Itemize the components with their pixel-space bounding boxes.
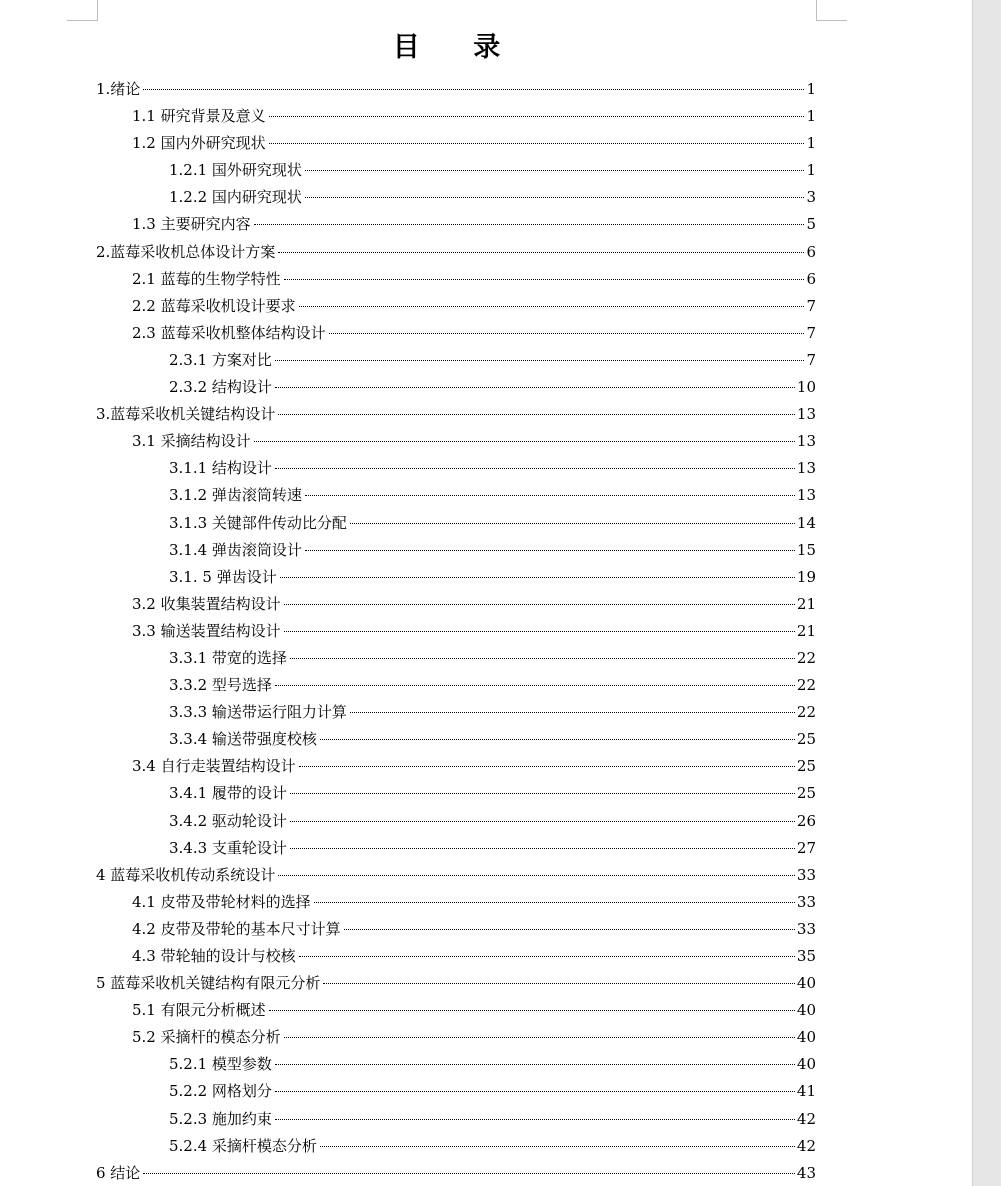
toc-dot-leader [284, 279, 804, 280]
toc-entry[interactable] [96, 184, 816, 211]
toc-dot-leader [350, 712, 795, 713]
toc-entry-page-number: 40 [796, 1055, 816, 1074]
toc-dot-leader [275, 1091, 795, 1092]
toc-entry-page-number: 26 [796, 811, 816, 830]
toc-entry-title: 1.绪论 [96, 80, 141, 98]
toc-entry-page-number: 1 [806, 80, 816, 98]
toc-entry-page-number: 5 [806, 215, 816, 234]
toc-entry-title: 3.蓝莓采收机关键结构设计 [96, 405, 276, 424]
toc-entry-title: 2.3.2 结构设计 [169, 378, 272, 397]
toc-entry[interactable] [96, 157, 816, 184]
toc-title: 目 录 [392, 32, 523, 63]
toc-dot-leader [305, 550, 795, 551]
toc-entry-title: 1.1 研究背景及意义 [132, 107, 266, 126]
toc-entry[interactable] [96, 889, 816, 916]
toc-dot-leader [284, 1037, 795, 1038]
toc-entry-page-number: 40 [796, 974, 816, 993]
toc-dot-leader [284, 631, 795, 632]
toc-entry-page-number: 22 [796, 703, 816, 722]
toc-entry-title: 3.1.4 弹齿滚筒设计 [169, 540, 302, 559]
toc-dot-leader [290, 821, 795, 822]
toc-dot-leader [284, 604, 795, 605]
toc-entry-page-number: 42 [796, 1109, 816, 1128]
toc-dot-leader [320, 1146, 795, 1147]
toc-entry[interactable] [96, 645, 816, 672]
toc-entry-page-number: 22 [796, 648, 816, 667]
toc-dot-leader [323, 983, 795, 984]
toc-entry-page-number: 40 [796, 1028, 816, 1047]
toc-entry-title: 1.2.2 国内研究现状 [169, 188, 302, 207]
toc-dot-leader [280, 577, 795, 578]
toc-entry-title: 3.3.2 型号选择 [169, 676, 272, 695]
toc-entry[interactable] [96, 347, 816, 374]
toc-entry-page-number: 19 [796, 567, 816, 586]
toc-dot-leader [299, 766, 795, 767]
toc-entry-title: 5.2.3 施加约束 [169, 1109, 272, 1128]
toc-dot-leader [290, 658, 795, 659]
toc-entry-title: 2.蓝莓采收机总体设计方案 [96, 242, 276, 261]
toc-entry[interactable] [96, 1106, 816, 1133]
toc-entry-title: 6 结论 [96, 1163, 141, 1182]
toc-entry-page-number: 6 [806, 242, 816, 261]
toc-entry-title: 3.3.3 输送带运行阻力计算 [169, 703, 347, 722]
toc-entry[interactable] [96, 916, 816, 943]
toc-dot-leader [305, 495, 795, 496]
toc-entry-page-number: 14 [796, 513, 816, 532]
toc-entry[interactable] [96, 591, 816, 618]
toc-dot-leader [269, 1010, 795, 1011]
toc-dot-leader [275, 1119, 795, 1120]
toc-entry-page-number: 7 [806, 296, 816, 315]
toc-dot-leader [278, 252, 804, 253]
toc-entry[interactable] [96, 1133, 816, 1160]
toc-dot-leader [350, 523, 795, 524]
toc-entry[interactable] [96, 997, 816, 1024]
toc-entry-title: 3.1. 5 弹齿设计 [169, 567, 277, 586]
toc-entry-page-number: 13 [796, 432, 816, 451]
toc-dot-leader [254, 224, 804, 225]
toc-entry[interactable] [96, 699, 816, 726]
toc-dot-leader [329, 333, 804, 334]
toc-entry[interactable] [96, 564, 816, 591]
toc-entry[interactable] [96, 862, 816, 889]
toc-entry-title: 5.2.4 采摘杆模态分析 [169, 1136, 317, 1155]
page-corner-mark-top-right [816, 0, 847, 21]
toc-entry-title: 3.2 收集装置结构设计 [132, 594, 281, 613]
toc-entry-page-number: 33 [796, 919, 816, 938]
toc-entry-page-number: 1 [806, 161, 816, 180]
toc-entry-page-number: 7 [806, 323, 816, 342]
toc-dot-leader [290, 793, 795, 794]
toc-entry-title: 5.2.1 模型参数 [169, 1055, 272, 1074]
toc-entry-page-number: 21 [796, 594, 816, 613]
toc-entry-page-number: 43 [796, 1163, 816, 1182]
toc-entry[interactable] [96, 753, 816, 780]
toc-entry[interactable] [96, 455, 816, 482]
toc-dot-leader [299, 956, 795, 957]
toc-entry[interactable] [96, 428, 816, 455]
toc-entry-title: 5.2 采摘杆的模态分析 [132, 1028, 281, 1047]
toc-dot-leader [269, 143, 804, 144]
toc-entry[interactable] [96, 1051, 816, 1078]
toc-entry-title: 2.3 蓝莓采收机整体结构设计 [132, 323, 326, 342]
toc-entry[interactable] [96, 1160, 816, 1186]
toc-entry[interactable] [96, 266, 816, 293]
toc-entry-title: 2.3.1 方案对比 [169, 350, 272, 369]
toc-entry-page-number: 40 [796, 1001, 816, 1020]
toc-entry-title: 2.2 蓝莓采收机设计要求 [132, 296, 296, 315]
toc-entry-title: 4 蓝莓采收机传动系统设计 [96, 865, 276, 884]
toc-entry[interactable] [96, 1024, 816, 1051]
toc-entry-title: 4.1 皮带及带轮材料的选择 [132, 892, 311, 911]
toc-dot-leader [143, 1173, 795, 1174]
toc-entry-title: 3.4.3 支重轮设计 [169, 838, 287, 857]
toc-entry-title: 3.3 输送装置结构设计 [132, 621, 281, 640]
toc-entry-page-number: 25 [796, 784, 816, 803]
toc-entry-title: 4.3 带轮轴的设计与校核 [132, 947, 296, 965]
toc-entry[interactable] [96, 672, 816, 699]
toc-dot-leader [269, 116, 804, 117]
toc-entry-page-number: 1 [806, 134, 816, 153]
toc-entry-title: 2.1 蓝莓的生物学特性 [132, 269, 281, 288]
toc-entry-page-number: 21 [796, 621, 816, 640]
toc-entry-page-number: 41 [796, 1082, 816, 1101]
toc-entry-page-number: 22 [796, 676, 816, 695]
toc-entry-title: 3.1.1 结构设计 [169, 459, 272, 478]
toc-entry[interactable] [96, 293, 816, 320]
toc-dot-leader [299, 306, 804, 307]
table-of-contents [96, 76, 816, 1186]
toc-entry-title: 5.2.2 网格划分 [169, 1082, 272, 1101]
toc-entry-page-number: 15 [796, 540, 816, 559]
toc-entry-page-number: 13 [796, 486, 816, 505]
toc-entry-title: 3.4.2 驱动轮设计 [169, 811, 287, 830]
toc-entry-page-number: 1 [806, 107, 816, 126]
toc-entry-title: 3.1.3 关键部件传动比分配 [169, 513, 347, 532]
toc-entry[interactable] [96, 780, 816, 807]
toc-entry-page-number: 7 [806, 350, 816, 369]
toc-entry[interactable] [96, 239, 816, 266]
toc-dot-leader [305, 197, 804, 198]
toc-dot-leader [143, 89, 804, 90]
toc-entry[interactable] [96, 970, 816, 997]
toc-entry-title: 3.3.4 输送带强度校核 [169, 730, 317, 749]
toc-entry-title: 1.2.1 国外研究现状 [169, 161, 302, 180]
toc-entry-title: 1.3 主要研究内容 [132, 215, 251, 234]
toc-dot-leader [290, 848, 795, 849]
toc-dot-leader [275, 685, 795, 686]
toc-entry-page-number: 33 [796, 865, 816, 884]
toc-entry[interactable] [96, 808, 816, 835]
toc-entry-page-number: 13 [796, 459, 816, 478]
toc-entry-page-number: 6 [806, 269, 816, 288]
toc-entry-title: 3.3.1 带宽的选择 [169, 648, 287, 667]
toc-entry-page-number: 42 [796, 1136, 816, 1155]
toc-entry[interactable] [96, 537, 816, 564]
vertical-scrollbar[interactable] [972, 0, 1001, 1186]
toc-entry[interactable] [96, 726, 816, 753]
toc-entry[interactable] [96, 130, 816, 157]
toc-entry-page-number: 25 [796, 757, 816, 776]
toc-entry-title: 4.2 皮带及带轮的基本尺寸计算 [132, 919, 341, 938]
toc-entry-title: 1.2 国内外研究现状 [132, 134, 266, 153]
toc-entry[interactable] [96, 211, 816, 238]
toc-dot-leader [254, 441, 795, 442]
toc-entry-title: 3.4.1 履带的设计 [169, 784, 287, 803]
toc-entry-page-number: 10 [796, 378, 816, 397]
toc-entry-title: 5 蓝莓采收机关键结构有限元分析 [96, 974, 321, 993]
toc-dot-leader [275, 468, 795, 469]
toc-dot-leader [275, 360, 804, 361]
toc-entry-title: 5.1 有限元分析概述 [132, 1001, 266, 1020]
toc-entry[interactable] [96, 320, 816, 347]
toc-entry-title: 3.1.2 弹齿滚筒转速 [169, 486, 302, 505]
page-corner-mark-top-left [67, 0, 98, 21]
toc-entry[interactable] [96, 618, 816, 645]
toc-dot-leader [305, 170, 804, 171]
toc-entry-page-number: 27 [796, 838, 816, 857]
toc-entry-page-number: 35 [796, 947, 816, 965]
toc-dot-leader [344, 929, 795, 930]
toc-entry-title: 3.1 采摘结构设计 [132, 432, 251, 451]
toc-entry-page-number: 25 [796, 730, 816, 749]
toc-dot-leader [278, 414, 795, 415]
toc-entry-page-number: 13 [796, 405, 816, 424]
toc-dot-leader [275, 387, 795, 388]
toc-entry-page-number: 3 [806, 188, 816, 207]
toc-dot-leader [314, 902, 795, 903]
toc-entry[interactable] [96, 103, 816, 130]
toc-entry[interactable] [96, 943, 816, 970]
toc-entry-page-number: 33 [796, 892, 816, 911]
toc-entry[interactable] [96, 401, 816, 428]
toc-entry[interactable] [96, 76, 816, 103]
toc-entry[interactable] [96, 1078, 816, 1105]
toc-entry[interactable] [96, 835, 816, 862]
toc-dot-leader [278, 875, 795, 876]
toc-entry[interactable] [96, 374, 816, 401]
toc-dot-leader [320, 739, 795, 740]
toc-entry-title: 3.4 自行走装置结构设计 [132, 757, 296, 776]
toc-entry[interactable] [96, 482, 816, 509]
toc-entry[interactable] [96, 510, 816, 537]
toc-dot-leader [275, 1064, 795, 1065]
